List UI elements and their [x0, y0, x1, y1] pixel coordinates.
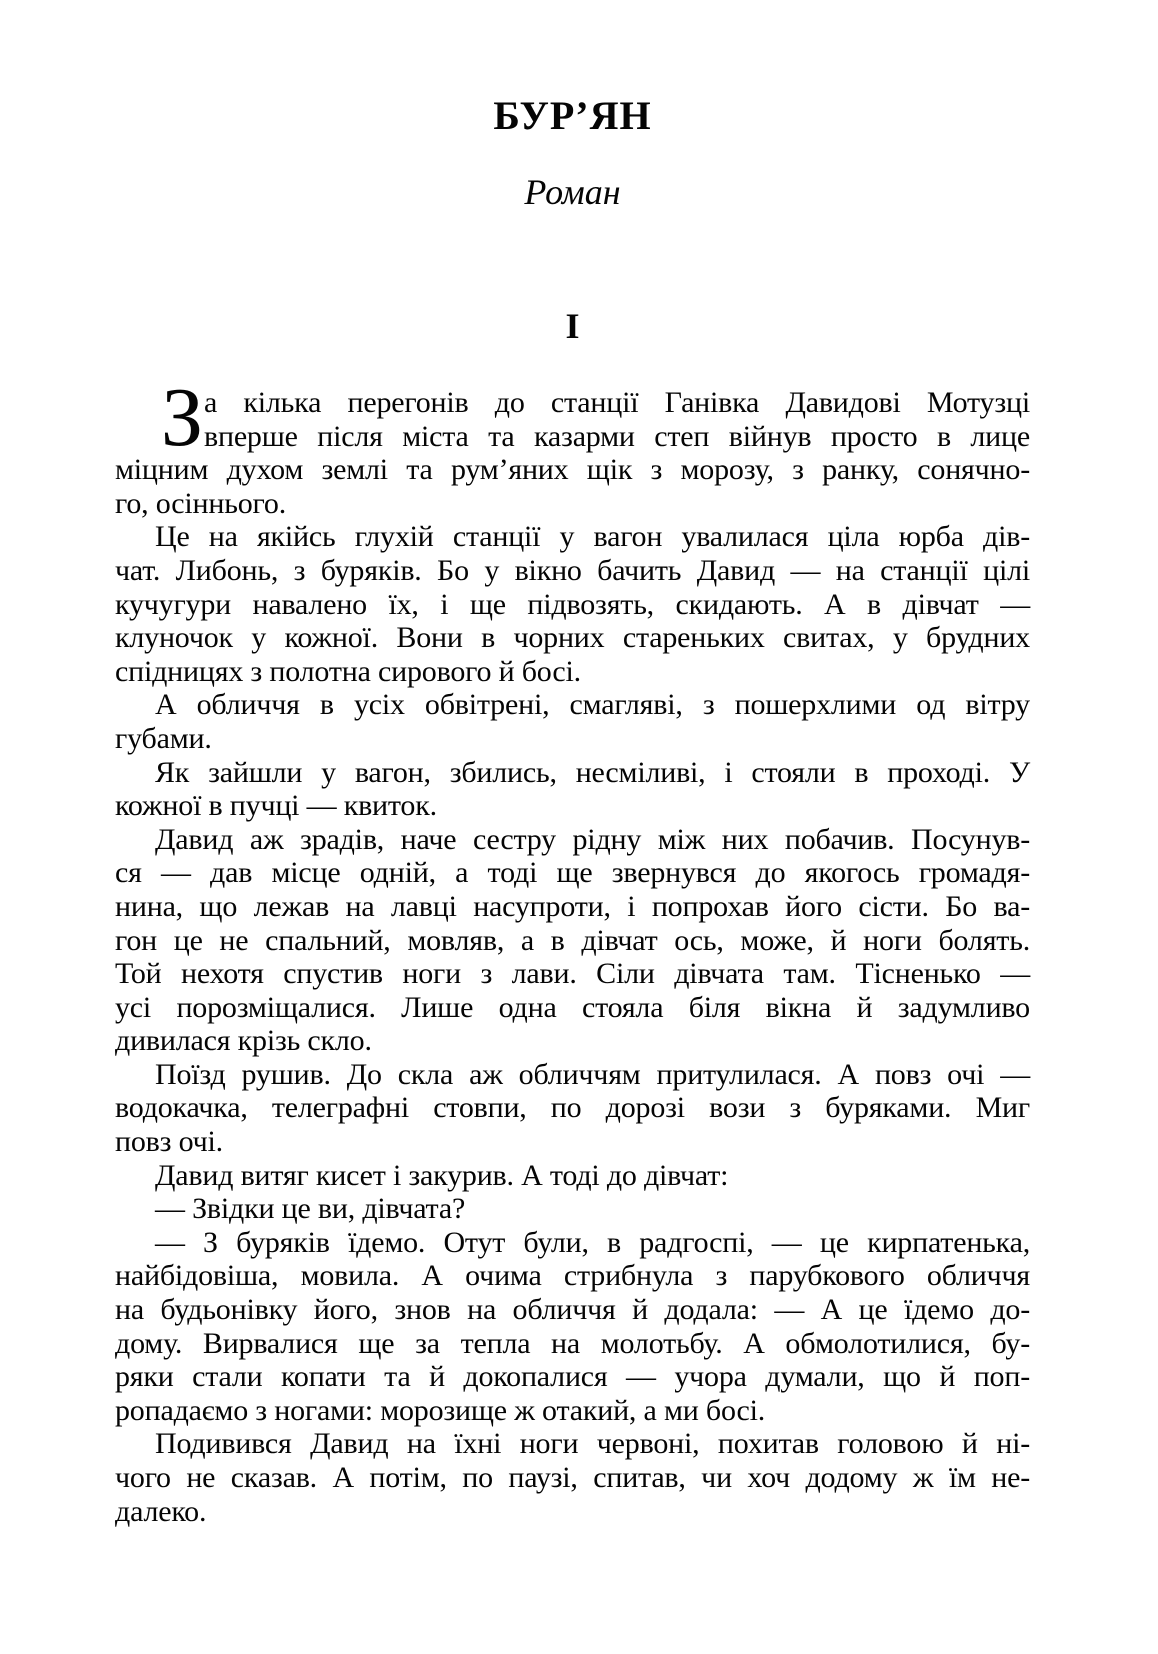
paragraph	[115, 371, 1030, 520]
text-line: ся — дав місце одній, а тоді ще звернувся до якогось громадя-	[115, 856, 1030, 890]
text-line: спідницях з полотна сирового й босі.	[115, 654, 581, 688]
text-line: усі порозміщалися. Лише одна стояла біля вікна й задумливо	[115, 990, 1030, 1024]
text-line: дивилася крізь скло.	[115, 1024, 372, 1058]
text-line: ропадаємо з ногами: морозище ж отакий, а ми босі.	[115, 1393, 766, 1427]
text-line: чого не сказав. А потім, по паузі, спитав, чи хоч додому ж їм не-	[115, 1461, 1030, 1494]
paragraph	[115, 688, 1030, 755]
text-line: далеко.	[115, 1494, 207, 1528]
text-line: Той нехотя спустив ноги з лави. Сіли дівчата там. Тісненько —	[115, 957, 1030, 991]
paragraph	[115, 823, 1030, 1058]
text-line: повз очі.	[115, 1125, 223, 1159]
book-title: БУР’ЯН	[493, 93, 652, 138]
text-line: Подивився Давид на їхні ноги червоні, похитав головою й ні-	[155, 1427, 1030, 1461]
text-line: клуночок у кожної. Вони в чорних стареньких свитах, у брудних	[115, 621, 1030, 655]
text-line: — Звідки це ви, дівчата?	[155, 1192, 466, 1226]
text-line: Давид витяг кисет і закурив. А тоді до дівчат:	[155, 1158, 729, 1192]
text-line: ряки стали копати та й докопалися — учора думали, що й поп-	[115, 1360, 1030, 1394]
text-line: на будьонівку його, знов на обличчя й додала: — А це їдемо до-	[115, 1293, 1030, 1327]
text-line: дому. Вирвалися ще за тепла на молотьбу. А обмолотилися, бу-	[115, 1326, 1030, 1360]
text-line: а кілька перегонів до станції Ганівка Давидові Мотузці	[204, 386, 1030, 419]
text-line: гон це не спальний, мовляв, а в дівчат ось, може, й ноги болять.	[115, 923, 1030, 957]
text-line: нина, що лежав на лавці насупроти, і попрохав його сісти. Бо ва-	[115, 889, 1030, 923]
text-line: чат. Либонь, з буряків. Бо у вікно бачить Давид — на станції цілі	[115, 553, 1030, 587]
paragraph	[115, 520, 1030, 688]
paragraph	[115, 1427, 1030, 1528]
text-line: Це на якійсь глухій станції у вагон увалилася ціла юрба дів-	[155, 520, 1030, 554]
text-line: Поїзд рушив. До скла аж обличчям притулилася. А повз очі —	[155, 1057, 1030, 1091]
text-line: міцним духом землі та рум’яних щік з морозу, з ранку, сонячно-	[115, 453, 1030, 487]
text-line: кожної в пучці — квиток.	[115, 789, 437, 823]
text-line: го, осіннього.	[115, 486, 287, 520]
paragraph	[115, 1058, 1030, 1159]
text-line: Давид аж зрадів, наче сестру рідну між них побачив. Посунув-	[155, 822, 1030, 856]
text-line: водокачка, телеграфні стовпи, по дорозі вози з буряками. Миг	[115, 1091, 1030, 1125]
text-line: кучугури навалено їх, і ще підвозять, скидають. А в дівчат —	[115, 587, 1030, 621]
text-line: губами.	[115, 721, 212, 755]
drop-cap-letter: З	[161, 371, 203, 464]
paragraph	[115, 1192, 1030, 1226]
text-line: — З буряків їдемо. Отут були, в радгоспі, — це кирпатенька,	[155, 1225, 1030, 1259]
text-line: А обличчя в усіх обвітрені, смагляві, з пошерхлими од вітру	[155, 688, 1030, 722]
body-text	[115, 371, 1030, 1528]
book-subtitle: Роман	[524, 172, 621, 212]
text-line: найбідовіша, мовила. А очима стрибнула з парубкового обличчя	[115, 1259, 1030, 1293]
text-line: вперше після міста та казарми степ війнув просто в лице	[204, 419, 1030, 453]
paragraph	[115, 1226, 1030, 1428]
text-line: Як зайшли у вагон, збились, несміливі, і стояли в проході. У	[155, 755, 1030, 789]
paragraph	[115, 756, 1030, 823]
paragraph	[115, 1159, 1030, 1193]
chapter-numeral: I	[565, 306, 580, 346]
